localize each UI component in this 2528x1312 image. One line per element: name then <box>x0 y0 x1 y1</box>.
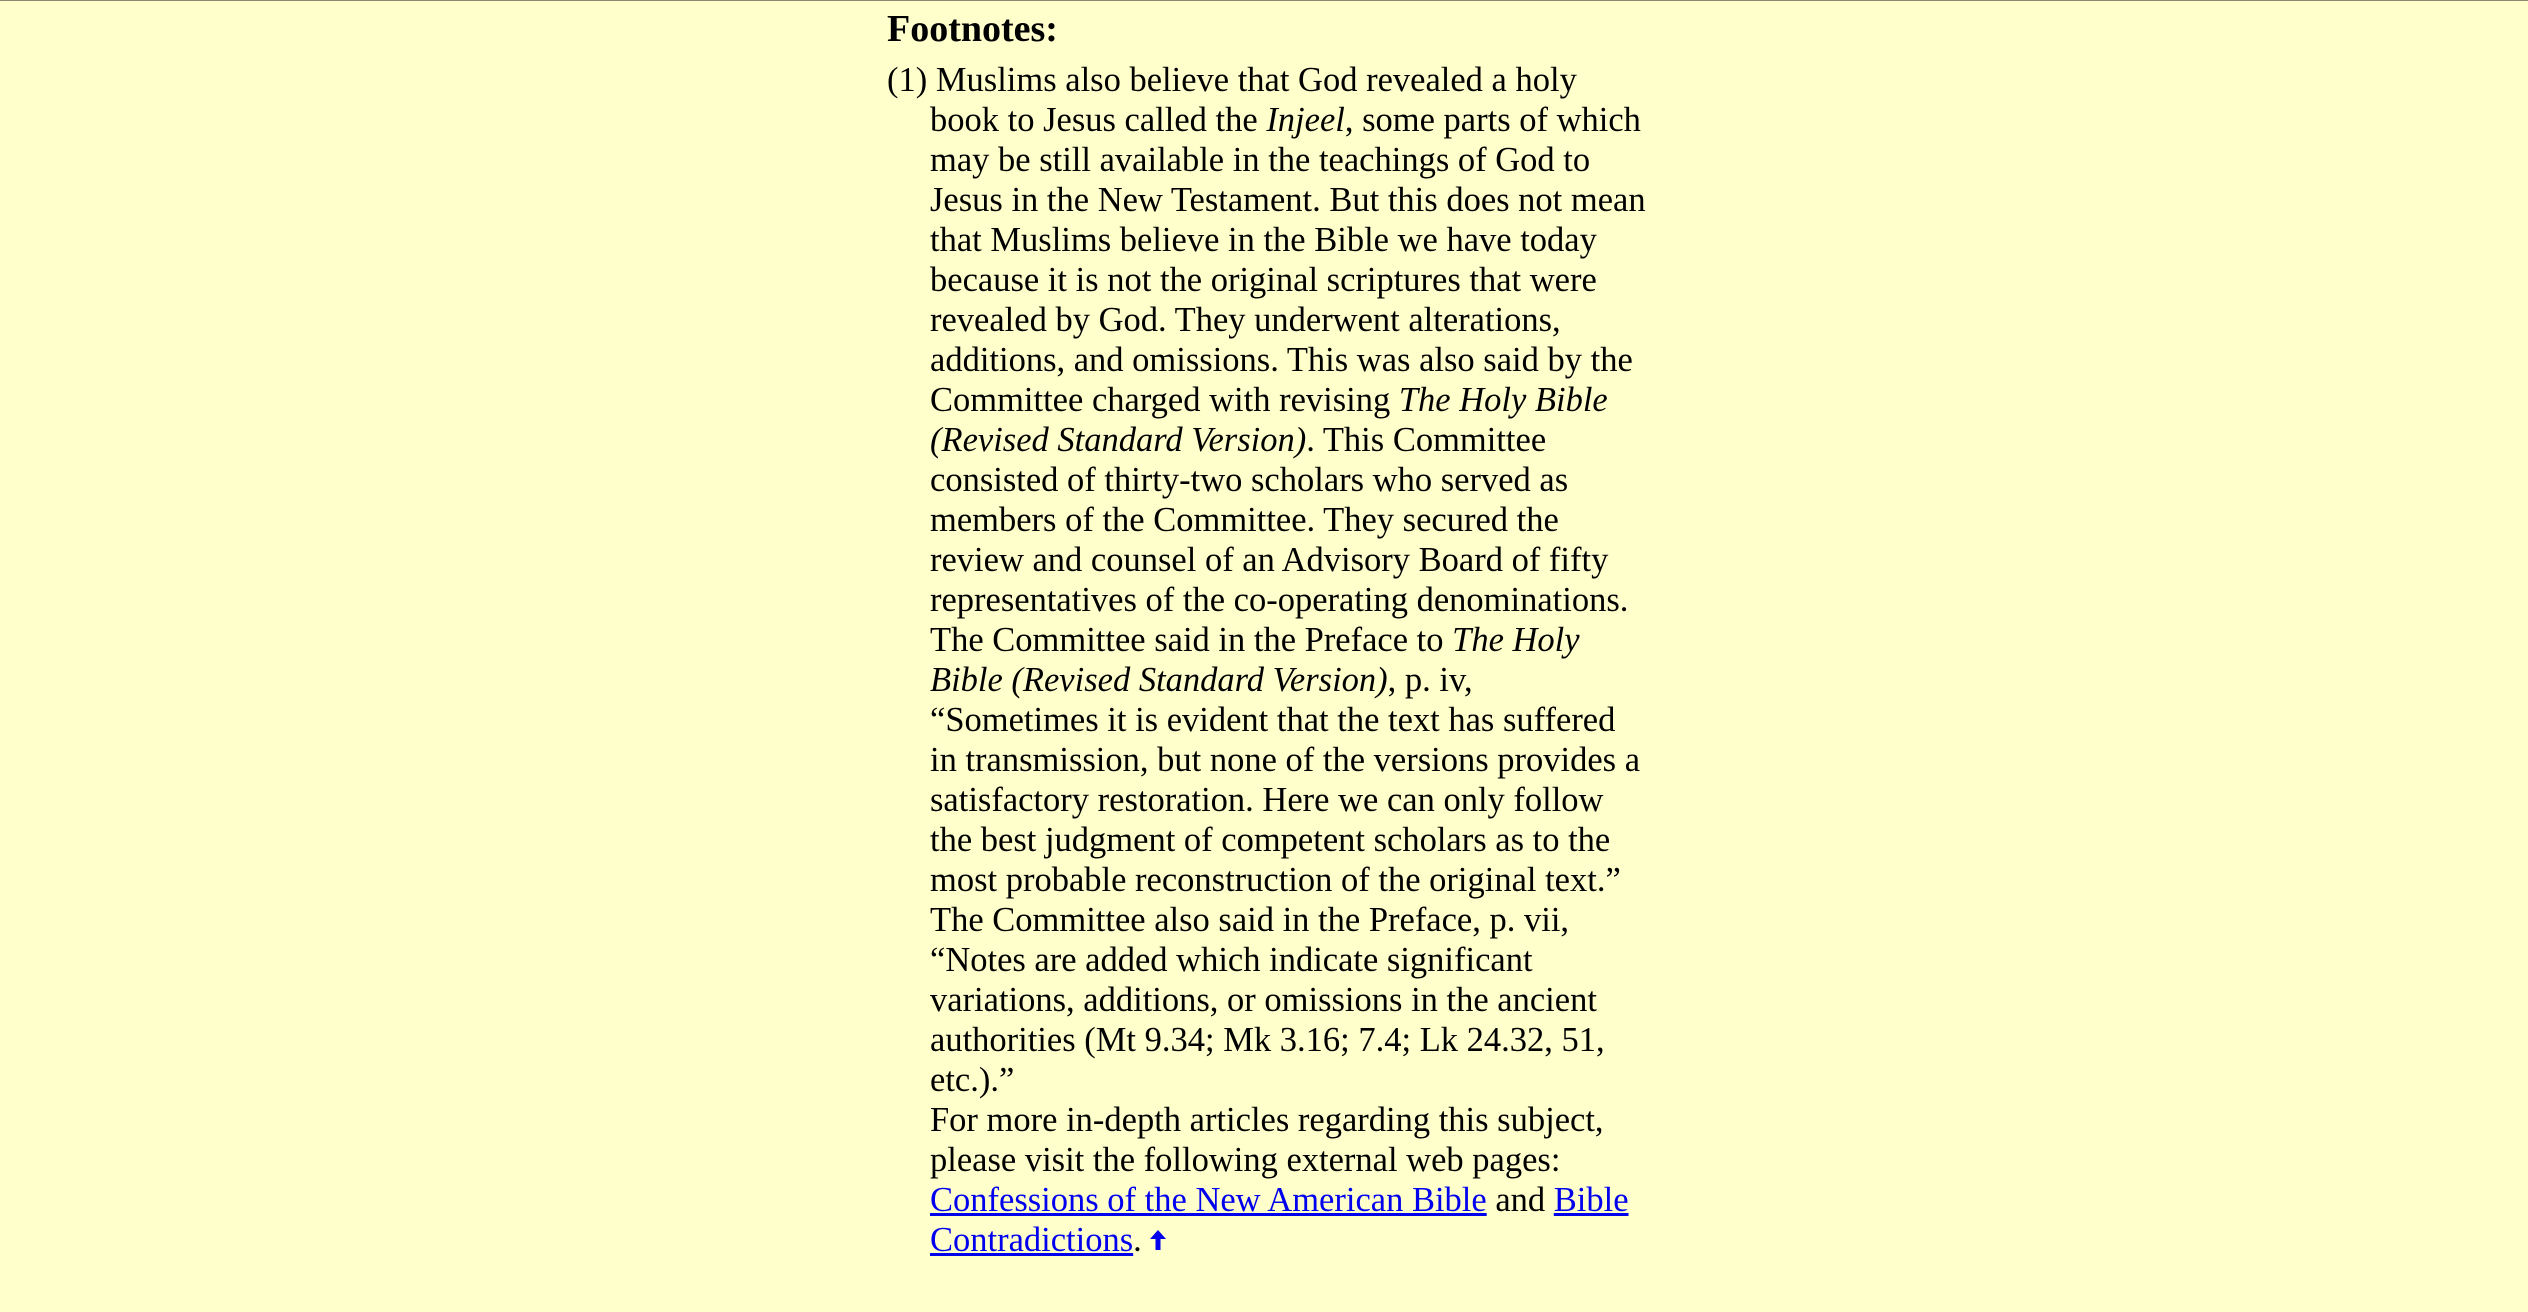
footnote-text: Muslims also believe that God revealed a holy book to Jesus called the <box>927 61 1577 139</box>
footnotes-section <box>887 2 1647 1260</box>
bible-contradictions-link[interactable]: Bible Contradictions <box>930 1181 1629 1259</box>
arrow-up-icon[interactable] <box>1148 1229 1168 1251</box>
book-title: The Holy Bible (Revised Standard Version) <box>930 381 1608 459</box>
footnote-text: For more in-depth articles regarding this subject, please visit the following external web pages: <box>930 1101 1604 1179</box>
sentence-period: . <box>1133 1221 1142 1259</box>
footnote-text: . This Committee consisted of thirty-two scholars who served as members of the Committee. They secured the review and counsel of an Advisory Board of fifty representatives of the co-operating denominations. The Committee said in the Preface to <box>930 421 1629 659</box>
injeel-term: Injeel <box>1266 101 1345 139</box>
top-divider <box>0 0 2528 1</box>
book-title: The Holy Bible (Revised Standard Version) <box>930 621 1580 699</box>
footnote-text: , p. iv, “Sometimes it is evident that the text has suffered in transmission, but none of the versions provides a satisfactory restoration. Here we can only follow the best judgment of competent scholars as to the most probable reconstruction of the original text.” The Committee also said in the Preface, p. vii, “Notes are added which indicate significant variations, additions, or omissions in the ancient authorities (Mt 9.34; Mk 3.16; 7.4; Lk 24.32, 51, etc.).” <box>930 661 1641 1099</box>
footnote-1 <box>887 60 1647 1260</box>
footnote-text: , some parts of which may be still available in the teachings of God to Jesus in the New Testament. But this does not mean that Muslims believe in the Bible we have today because it is not the original scriptures that were revealed by God. They underwent alterations, additions, and omissions. This was also said by the Committee charged with revising <box>930 101 1646 419</box>
confessions-link[interactable]: Confessions of the New American Bible <box>930 1181 1487 1219</box>
footnotes-heading: Footnotes: <box>887 8 1058 50</box>
footnote-number: (1) <box>887 61 928 99</box>
conjunction-text: and <box>1486 1181 1554 1219</box>
